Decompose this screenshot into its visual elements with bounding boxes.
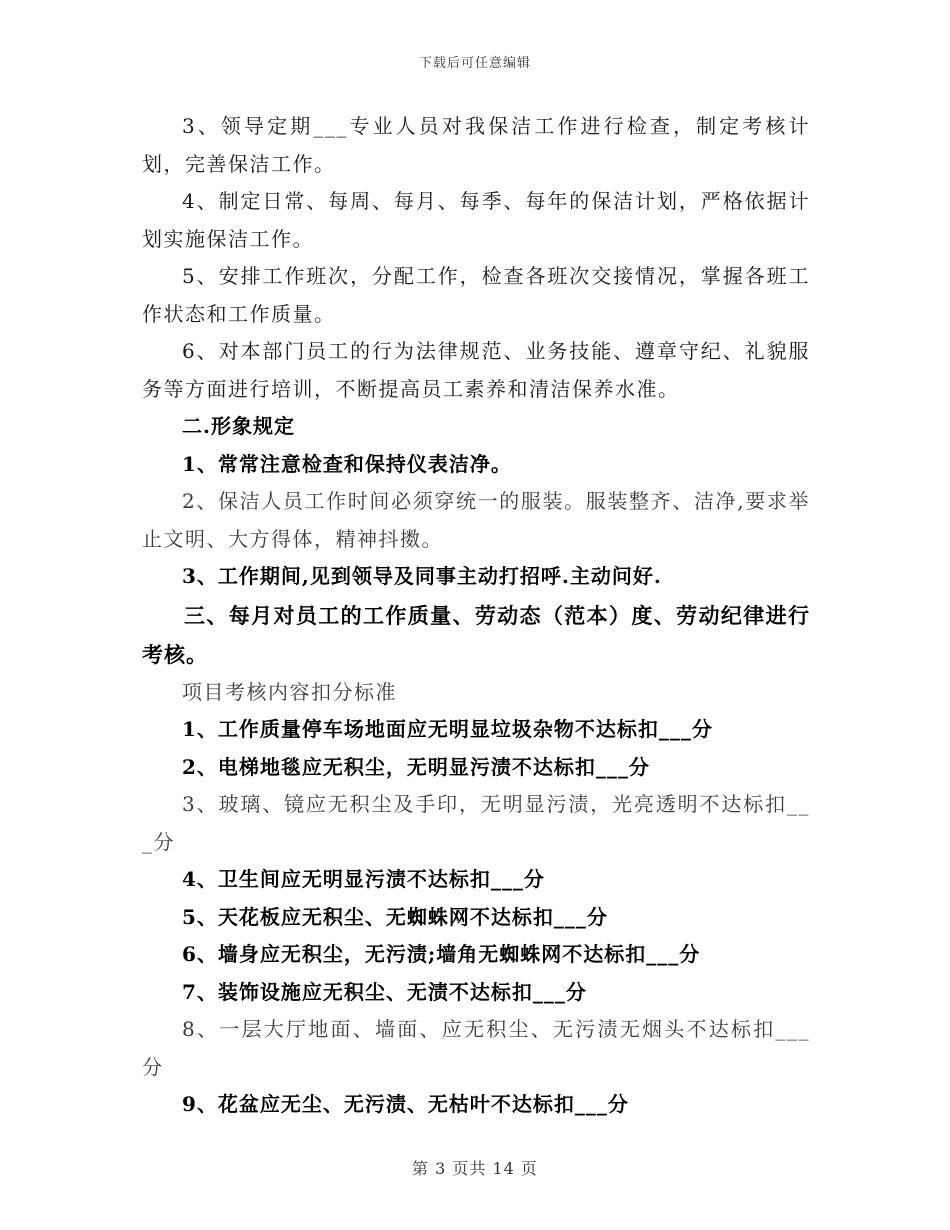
- page-number: 第 3 页共 14 页: [412, 1159, 538, 1178]
- assessment-item-4: 4、卫生间应无明显污渍不达标扣___分: [182, 867, 545, 891]
- assessment-item-2: 2、电梯地毯应无积尘，无明显污渍不达标扣___分: [182, 754, 650, 779]
- paragraph-6-training: 6、对本部门员工的行为法律规范、业务技能、遵章守纪、礼貌服务等方面进行培训，不断提高员工素养和清洁保养水准。: [142, 339, 810, 401]
- assessment-table-header: 项目考核内容扣分标准: [182, 679, 397, 704]
- assessment-item-1: 1、工作质量停车场地面应无明显垃圾杂物不达标扣___分: [182, 717, 713, 741]
- section-heading-monthly-assessment: 三、每月对员工的工作质量、劳动态（范本）度、劳动纪律进行考核。: [142, 602, 810, 667]
- assessment-item-8: 8、一层大厅地面、墙面、应无积尘、无污渍无烟头不达标扣___分: [142, 1017, 810, 1079]
- section-heading-appearance: 二.形象规定: [182, 414, 295, 438]
- assessment-item-3: 3、玻璃、镜应无积尘及手印，无明显污渍，光亮透明不达标扣___分: [142, 792, 810, 854]
- document-body: [142, 108, 810, 1124]
- rule-1-appearance-clean: 1、常常注意检查和保持仪表洁净。: [182, 451, 512, 476]
- rule-2-uniform: 2、保洁人员工作时间必须穿统一的服装。服装整齐、洁净,要求举止文明、大方得体，精神抖擞。: [142, 489, 810, 551]
- paragraph-3-inspection: 3、领导定期___专业人员对我保洁工作进行检查，制定考核计划，完善保洁工作。: [142, 114, 810, 176]
- page-header: 下载后可任意编辑: [418, 56, 531, 71]
- rule-3-greeting: 3、工作期间,见到领导及同事主动打招呼.主动问好.: [182, 564, 662, 588]
- assessment-item-5: 5、天花板应无积尘、无蜘蛛网不达标扣___分: [182, 904, 608, 929]
- assessment-item-7: 7、装饰设施应无积尘、无渍不达标扣___分: [182, 979, 587, 1004]
- assessment-item-6: 6、墙身应无积尘，无污渍;墙角无蜘蛛网不达标扣___分: [182, 942, 701, 966]
- assessment-item-9: 9、花盆应无尘、无污渍、无枯叶不达标扣___分: [182, 1092, 629, 1116]
- paragraph-5-shift-arrangement: 5、安排工作班次，分配工作，检查各班次交接情况，掌握各班工作状态和工作质量。: [142, 264, 810, 326]
- paragraph-4-cleaning-plan: 4、制定日常、每周、每月、每季、每年的保洁计划，严格依据计划实施保洁工作。: [142, 189, 810, 251]
